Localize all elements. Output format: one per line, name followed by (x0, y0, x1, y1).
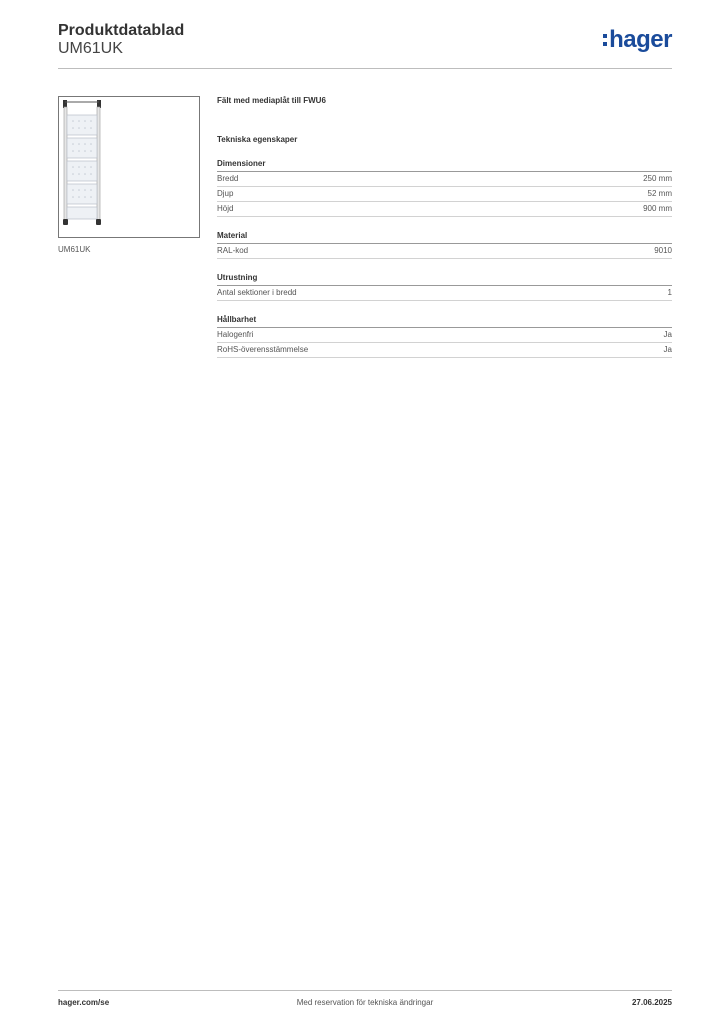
group-dimensions (217, 157, 672, 217)
property-value: Ja (663, 330, 672, 339)
property-value: 1 (667, 288, 672, 297)
table-row (217, 187, 672, 202)
product-illustration (59, 97, 199, 237)
document-title: Produktdatablad (58, 22, 185, 39)
table-row (217, 286, 672, 301)
group-title: Utrustning (217, 271, 672, 286)
property-label: RoHS-överensstämmelse (217, 345, 309, 354)
table-row (217, 328, 672, 343)
footer-date: 27.06.2025 (631, 998, 672, 1007)
group-sustainability (217, 313, 672, 358)
property-value: 250 mm (643, 174, 672, 183)
image-caption: UM61UK (58, 245, 91, 254)
header-divider (58, 68, 672, 69)
table-row (217, 202, 672, 217)
property-label: Halogenfri (217, 330, 254, 339)
product-code: UM61UK (58, 40, 123, 57)
group-equipment (217, 271, 672, 301)
group-material (217, 229, 672, 259)
group-title: Material (217, 229, 672, 244)
property-value: 900 mm (643, 204, 672, 213)
properties-heading: Tekniska egenskaper (217, 135, 298, 144)
property-value: Ja (663, 345, 672, 354)
property-value: 9010 (654, 246, 672, 255)
hager-logo (603, 26, 672, 54)
product-details (217, 96, 672, 370)
logo-dots-icon (603, 34, 607, 46)
product-name: Fält med mediaplåt till FWU6 (217, 96, 326, 105)
footer-notice: Med reservation för tekniska ändringar (296, 998, 434, 1007)
table-row (217, 343, 672, 358)
property-value: 52 mm (647, 189, 672, 198)
table-row (217, 172, 672, 187)
group-title: Hållbarhet (217, 313, 672, 328)
table-row (217, 244, 672, 259)
product-image (58, 96, 200, 238)
group-title: Dimensioner (217, 157, 672, 172)
property-label: Höjd (217, 204, 234, 213)
footer-divider (58, 990, 672, 991)
property-label: RAL-kod (217, 246, 249, 255)
logo-text: hager (609, 26, 672, 53)
property-label: Bredd (217, 174, 239, 183)
website-link[interactable]: hager.com/se (58, 998, 110, 1007)
property-label: Djup (217, 189, 234, 198)
property-label: Antal sektioner i bredd (217, 288, 297, 297)
